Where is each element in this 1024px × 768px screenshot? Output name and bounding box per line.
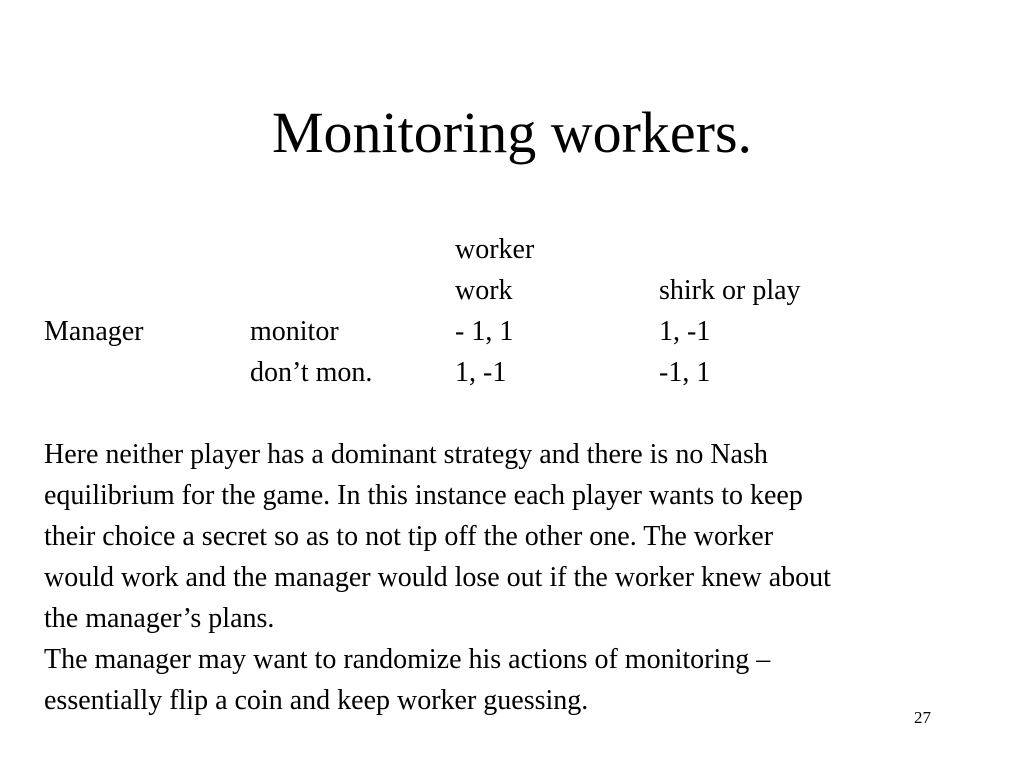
explanation-paragraph: Here neither player has a dominant strategy and there is no Nash equilibrium for the game. In this instance each player wants to keep their choice a secret so as to not tip off the other one. The worker would work and the manager would lose out if the worker knew about the manager’s plans. xyxy=(44,439,831,634)
slide-title: Monitoring workers. xyxy=(271,100,753,165)
payoff-cell: 1, -1 xyxy=(659,316,711,347)
slide-number: 27 xyxy=(914,708,931,727)
payoff-cell: - 1, 1 xyxy=(455,316,514,347)
randomize-paragraph: The manager may want to randomize his actions of monitoring – essentially flip a coin and keep worker guessing. xyxy=(44,644,771,716)
row-player-label: Manager xyxy=(44,316,144,347)
column-header-work: work xyxy=(455,275,513,306)
column-header-shirk: shirk or play xyxy=(659,275,801,306)
column-player-label: worker xyxy=(455,234,535,265)
row-strategy-dont-monitor: don’t mon. xyxy=(250,357,373,388)
row-strategy-monitor: monitor xyxy=(250,316,339,347)
payoff-cell: -1, 1 xyxy=(659,357,711,388)
payoff-cell: 1, -1 xyxy=(455,357,507,388)
